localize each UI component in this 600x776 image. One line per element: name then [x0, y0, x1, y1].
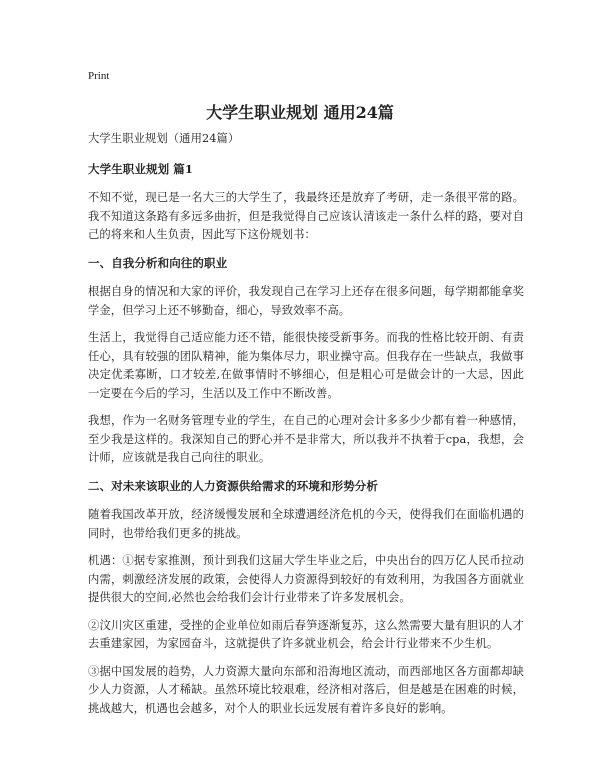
section2-paragraph-1: 随着我国改革开放，经济缓慢发展和全球遭遇经济危机的今天，使得我们在面临机遇的同时，也带给我们更多的挑战。 — [88, 508, 524, 540]
section1-paragraph-3: 我想，作为一名财务管理专业的学生，在自己的心理对会计多多少少都有着一种感情，至少我是这样的。我深知自己的野心并不是非常大，所以我并不执着于cpa，我想，会计师，应该就是我自己向往的职业。 — [88, 414, 524, 464]
section1-paragraph-1: 根据自身的情况和大家的评价，我发现自己在学习上还存在很多问题，每学期都能拿奖学金，但学习上还不够勤奋，细心，导致效率不高。 — [88, 285, 524, 317]
print-link[interactable]: Print — [88, 70, 110, 82]
document-body — [88, 130, 524, 727]
section1-paragraph-2: 生活上，我觉得自己适应能力还不错，能很快接受新事务。而我的性格比较开朗、有责任心，具有较强的团队精神，能为集体尽力，职业操守高。但我存在一些缺点，我做事决定优柔寡断，口才较差,在做事情时不够细心，但是粗心可是做会计的一大忌，因此一定要在今后的学习，生活以及工作中不断改善。 — [88, 331, 524, 400]
section2-paragraph-2: 机遇：①据专家推测，预计到我们这届大学生毕业之后，中央出台的四万亿人民币拉动内需，刺激经济发展的政策，会使得人力资源得到较好的有效利用，为我国各方面就业提供很大的空间,必然也会给我们会计行业带来了许多发展机会。 — [88, 554, 524, 604]
section1-heading: 一、自我分析和向往的职业 — [88, 255, 228, 270]
page-title: 大学生职业规划 通用24篇 — [206, 103, 394, 122]
section2-paragraph-3: ②汶川灾区重建，受挫的企业单位如雨后春笋逐渐复苏，这么然需要大量有胆识的人才去重建家园，为家园奋斗，这就提供了许多就业机会，给会计行业带来不少生机。 — [88, 618, 524, 650]
intro-paragraph: 不知不觉，现已是一名大三的大学生了，我最终还是放弃了考研，走一条很平常的路。我不知道这条路有多远多曲折，但是我觉得自己应该认清该走一条什么样的路，要对自己的将来和人生负责，因此写下这份规划书： — [88, 191, 524, 241]
section2-paragraph-4: ③据中国发展的趋势，人力资源大量向东部和沿海地区流动，而西部地区各方面都却缺少人力资源，人才稀缺。虽然环境比较艰难，经济相对落后，但是越是在困难的时候，挑战越大，机遇也会越多，对个人的职业长远发展有着许多良好的影响。 — [88, 664, 524, 715]
document-subtitle: 大学生职业规划（通用24篇） — [88, 132, 240, 145]
article-heading: 大学生职业规划 篇1 — [88, 161, 194, 176]
section2-heading: 二、对未来该职业的人力资源供给需求的环境和形势分析 — [88, 478, 378, 493]
